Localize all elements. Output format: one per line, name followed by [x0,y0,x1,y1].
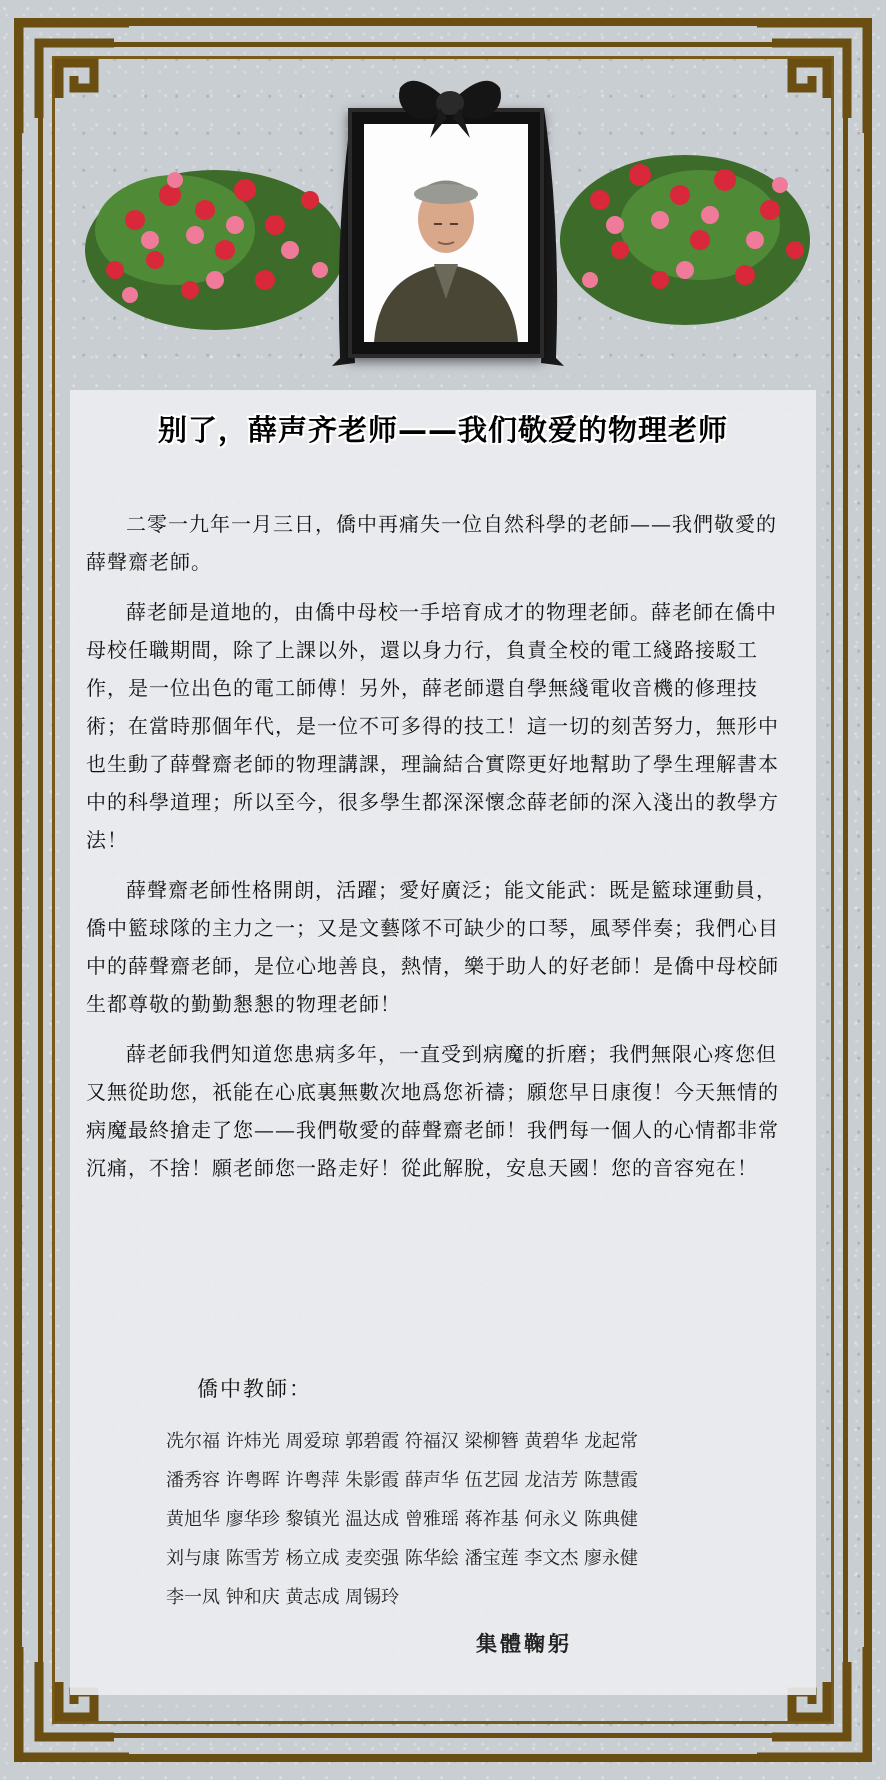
black-mourning-bow [395,68,505,138]
signoff: 集體鞠躬 [476,1631,572,1656]
portrait-photo [364,124,528,342]
names-row: 刘与康 陈雪芳 杨立成 麦奕强 陈华絵 潘宝莲 李文杰 廖永健 [166,1548,639,1569]
page-title: 别了，薛声齐老师——我们敬爱的物理老师 [157,413,728,447]
memorial-portrait-frame [348,108,544,358]
names-row: 李一凤 钟和庆 黄志成 周锡玲 [166,1587,400,1608]
memorial-text [86,505,790,1199]
paragraph: 薛老師我們知道您患病多年，一直受到病魔的折磨；我們無限心疼您但又無從助您，祇能在心底裏無數次地爲您祈禱；願您早日康復！今天無情的病魔最終搶走了您——我們敬愛的薛聲齋老師！我們每一個人的心情都非常沉痛，不捨！願老師您一路走好！從此解脫，安息天國！您的音容宛在！ [86,1042,779,1180]
paragraph: 薛老師是道地的，由僑中母校一手培育成才的物理老師。薛老師在僑中母校任職期間，除了上課以外，還以身力行，負責全校的電工綫路接駁工作，是一位出色的電工師傅！另外，薛老師還自學無綫電收音機的修理技術；在當時那個年代，是一位不可多得的技工！這一切的刻苦努力，無形中也生動了薛聲齋老師的物理講課，理論結合實際更好地幫助了學生理解書本中的科學道理；所以至今，很多學生都深深懷念薛老師的深入淺出的教學方法！ [86,600,779,852]
teachers-heading: 僑中教師： [197,1377,312,1401]
names-row: 冼尔福 许炜光 周爱琼 郭碧霞 符福汉 梁柳簪 黄碧华 龙起常 [166,1431,639,1452]
teacher-names [166,1422,756,1617]
paragraph: 薛聲齋老師性格開朗，活躍；愛好廣泛；能文能武：既是籃球運動員，僑中籃球隊的主力之一；又是文藝隊不可缺少的口琴，風琴伴奏；我們心目中的薛聲齋老師，是位心地善良，熱情，樂于助人的好老師！是僑中母校師生都尊敬的勤勤懇懇的物理老師！ [86,878,779,1016]
corner-fret-ornament [752,18,872,138]
paragraph: 二零一九年一月三日，僑中再痛失一位自然科學的老師——我們敬愛的薛聲齋老師。 [86,512,777,574]
names-row: 潘秀容 许粤晖 许粤萍 朱影霞 薛声华 伍艺园 龙洁芳 陈慧霞 [166,1470,639,1491]
names-row: 黄旭华 廖华珍 黎镇光 温达成 曾雅瑶 蒋祚基 何永义 陈典健 [166,1509,639,1530]
flower-arrangement-left [75,140,345,340]
flower-arrangement-right [560,140,815,340]
corner-fret-ornament [14,18,134,138]
